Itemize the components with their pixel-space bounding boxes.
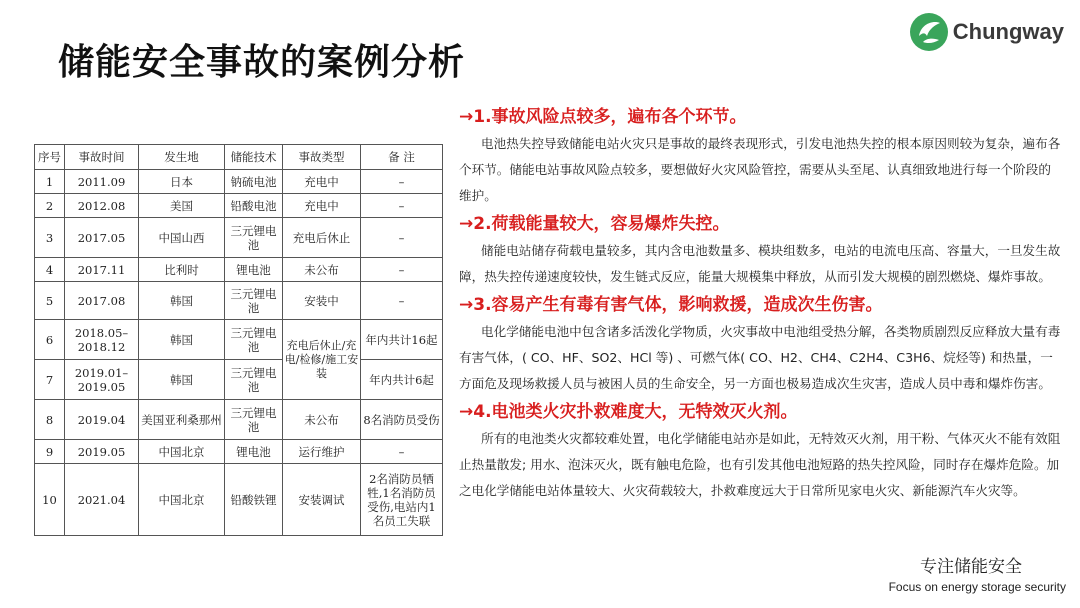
footer-slogan <box>889 552 1066 594</box>
table-cell-merged-type: 充电后休止/充电/检修/施工安装 <box>283 320 361 400</box>
table-cell: 2019.04 <box>65 400 139 440</box>
header-cell: 发生地 <box>139 145 225 170</box>
table-cell: 韩国 <box>139 282 225 320</box>
section-body: 电池热失控导致储能电站火灾只是事故的最终表现形式，引发电池热失控的根本原因则较为复杂，遍布各个环节。储能电站事故风险点较多，要想做好火灾风险管控，需要从头至尾、认真细致地进行每一个阶段的维护。 <box>459 136 1061 203</box>
table-row <box>35 400 443 440</box>
table-cell: 未公布 <box>283 258 361 282</box>
accident-table <box>34 144 443 536</box>
table-cell: 日本 <box>139 170 225 194</box>
table-cell: 年内共计6起 <box>361 360 443 400</box>
header-cell: 储能技术 <box>225 145 283 170</box>
table-cell: 2 <box>35 194 65 218</box>
table-cell: 钠硫电池 <box>225 170 283 194</box>
table-cell: 2021.04 <box>65 464 139 536</box>
table-cell: 2019.01–2019.05 <box>65 360 139 400</box>
table-cell: 2011.09 <box>65 170 139 194</box>
section-body: 储能电站储存荷载电量较多，其内含电池数量多、模块组数多，电站的电流电压高、容量大，一旦发生故障，热失控传递速度较快，发生链式反应，能量大规模集中释放，从而引发大规模的剧烈燃烧、爆炸事故。 <box>459 243 1061 284</box>
table-cell: 10 <box>35 464 65 536</box>
table-cell: 8名消防员受伤 <box>361 400 443 440</box>
table-cell: 韩国 <box>139 360 225 400</box>
table-cell: 锂电池 <box>225 258 283 282</box>
section-heading: →2.荷载能量较大，容易爆炸失控。 <box>459 214 730 234</box>
table-row <box>35 218 443 258</box>
table-cell: 三元锂电池 <box>225 320 283 360</box>
table-cell: 三元锂电池 <box>225 400 283 440</box>
table-cell: 2017.05 <box>65 218 139 258</box>
table-cell: 铅酸电池 <box>225 194 283 218</box>
table-row <box>35 360 443 400</box>
table-cell: 4 <box>35 258 65 282</box>
accident-table-container <box>34 144 442 536</box>
table-cell: 铅酸铁锂 <box>225 464 283 536</box>
table-cell: – <box>361 194 443 218</box>
header-cell: 事故时间 <box>65 145 139 170</box>
table-row <box>35 258 443 282</box>
table-cell: 锂电池 <box>225 440 283 464</box>
table-cell: 2017.08 <box>65 282 139 320</box>
header-cell: 事故类型 <box>283 145 361 170</box>
section-body: 电化学储能电池中包含诸多活泼化学物质，火灾事故中电池组受热分解，各类物质剧烈反应释放大量有毒有害气体，( CO、HF、SO2、HCl 等) 、可燃气体( CO、H2、CH4、C2H4、C3H6、烷烃等) 和热量，一方面危及现场救援人员与被困人员的生命安全，另一方面也极易造成次生灾害，造成人员中毒和爆炸伤害。 <box>459 324 1061 391</box>
table-cell: 美国 <box>139 194 225 218</box>
analysis-content <box>459 104 1063 506</box>
slogan-en: Focus on energy storage security <box>888 580 1066 594</box>
slogan-cn: 专注储能安全 <box>920 557 1022 577</box>
table-row <box>35 194 443 218</box>
table-cell: 5 <box>35 282 65 320</box>
table-cell: 2019.05 <box>65 440 139 464</box>
table-cell: – <box>361 440 443 464</box>
table-cell: 充电后休止 <box>283 218 361 258</box>
table-cell: 运行维护 <box>283 440 361 464</box>
table-cell: 2012.08 <box>65 194 139 218</box>
table-row <box>35 170 443 194</box>
table-cell: 三元锂电池 <box>225 282 283 320</box>
table-row <box>35 440 443 464</box>
table-cell: 3 <box>35 218 65 258</box>
table-cell: – <box>361 170 443 194</box>
table-cell: 1 <box>35 170 65 194</box>
table-row <box>35 320 443 360</box>
table-row <box>35 464 443 536</box>
section-heading: →3.容易产生有毒有害气体，影响救援，造成次生伤害。 <box>459 295 883 315</box>
table-cell: 安装中 <box>283 282 361 320</box>
table-cell: 8 <box>35 400 65 440</box>
table-cell: 充电中 <box>283 170 361 194</box>
table-cell: – <box>361 258 443 282</box>
table-cell: – <box>361 218 443 258</box>
table-cell: 三元锂电池 <box>225 218 283 258</box>
table-row <box>35 282 443 320</box>
table-cell: 2017.11 <box>65 258 139 282</box>
section-heading: →4.电池类火灾扑救难度大，无特效灭火剂。 <box>459 402 798 422</box>
table-cell: 美国亚利桑那州 <box>139 400 225 440</box>
chungway-leaf-logo-icon <box>909 12 949 52</box>
header-cell: 序号 <box>35 145 65 170</box>
table-cell: 9 <box>35 440 65 464</box>
table-cell: 韩国 <box>139 320 225 360</box>
brand-logo <box>909 12 1064 52</box>
brand-name: Chungway <box>952 19 1064 44</box>
section-body: 所有的电池类火灾都较难处置，电化学储能电站亦是如此，无特效灭火剂，用干粉、气体灭火不能有效阻止热量散发; 用水、泡沫灭火，既有触电危险，也有引发其他电池短路的热失控风险，同时存在爆炸危险。加之电化学储能电站体量较大、火灾荷载较大，扑救难度远大于日常所见家电火灾、新能源汽车火灾等。 <box>459 431 1061 498</box>
table-cell: 6 <box>35 320 65 360</box>
table-cell: 安装调试 <box>283 464 361 536</box>
table-cell: 未公布 <box>283 400 361 440</box>
table-cell: 比利时 <box>139 258 225 282</box>
table-cell: 2018.05–2018.12 <box>65 320 139 360</box>
table-cell: 中国山西 <box>139 218 225 258</box>
table-cell: – <box>361 282 443 320</box>
page-title: 储能安全事故的案例分析 <box>58 42 466 83</box>
section-heading: →1.事故风险点较多，遍布各个环节。 <box>459 107 747 127</box>
table-cell: 年内共计16起 <box>361 320 443 360</box>
header-cell: 备 注 <box>361 145 443 170</box>
table-cell: 充电中 <box>283 194 361 218</box>
table-cell: 7 <box>35 360 65 400</box>
table-cell: 三元锂电池 <box>225 360 283 400</box>
table-header-row <box>35 145 443 170</box>
table-cell: 中国北京 <box>139 440 225 464</box>
table-cell: 中国北京 <box>139 464 225 536</box>
table-cell: 2名消防员牺牲,1名消防员受伤,电站内1名员工失联 <box>361 464 443 536</box>
